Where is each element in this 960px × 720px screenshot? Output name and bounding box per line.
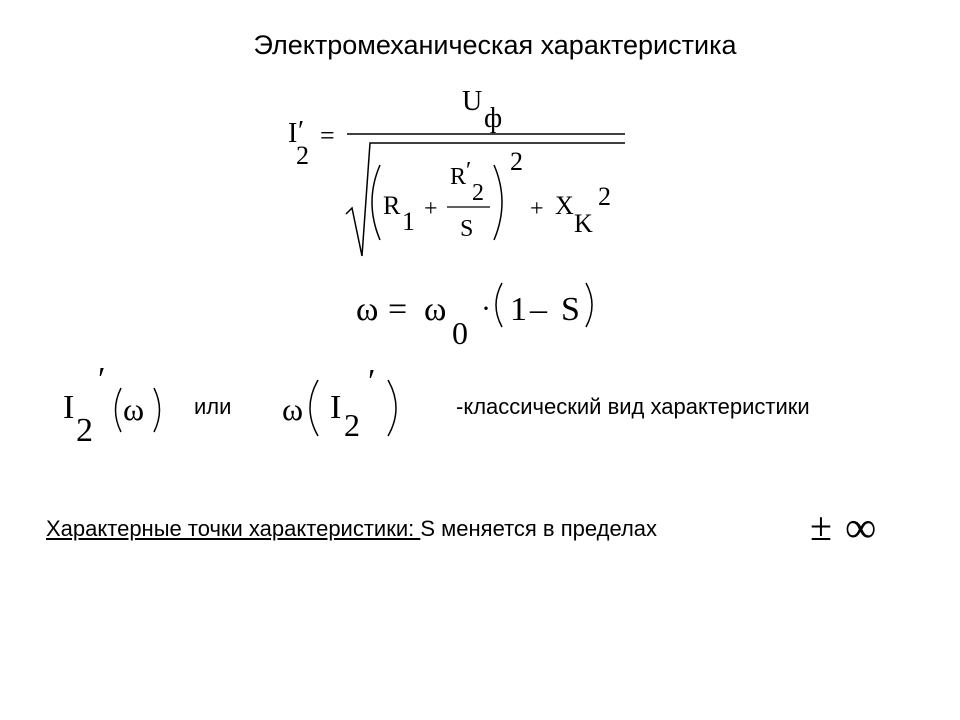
or-text: или bbox=[194, 394, 232, 419]
left-paren bbox=[372, 165, 380, 240]
i2b-prime: ′ bbox=[368, 370, 376, 400]
speed-left-paren bbox=[496, 283, 502, 327]
characteristic-points-text bbox=[46, 516, 657, 542]
xk-symbol: X bbox=[555, 191, 574, 220]
plus-sign-2: + bbox=[530, 196, 544, 222]
omega-function: ω bbox=[282, 391, 304, 427]
i2-prime: ′ bbox=[98, 365, 106, 398]
equals-sign: = bbox=[320, 121, 335, 150]
i2-right-paren bbox=[154, 388, 160, 432]
slide-title: Электромеханическая характеристика bbox=[253, 30, 737, 60]
lhs-symbol: I bbox=[288, 118, 298, 149]
r2-prime: ′ bbox=[466, 158, 472, 184]
xk-sub: K bbox=[574, 209, 593, 238]
lhs-prime: ′ bbox=[298, 116, 305, 147]
omega-right-paren bbox=[388, 380, 396, 436]
range-symbol bbox=[800, 500, 900, 550]
plus-sign: + bbox=[424, 196, 438, 222]
infinity-sign: ∞ bbox=[845, 503, 877, 550]
lhs-sub: 2 bbox=[296, 141, 309, 170]
numerator-sub: ф bbox=[484, 103, 503, 134]
i2-of-omega bbox=[55, 365, 175, 450]
equals-sign-speed: = bbox=[388, 291, 408, 328]
right-paren bbox=[494, 165, 502, 240]
one-digit: 1 bbox=[510, 291, 527, 328]
i2-symbol: I bbox=[63, 389, 75, 426]
multiply-dot: · bbox=[481, 292, 491, 325]
current-formula bbox=[270, 80, 650, 260]
plusminus-sign: ± bbox=[810, 504, 832, 549]
r1-sub: 1 bbox=[402, 207, 415, 236]
i2b-sub: 2 bbox=[344, 407, 360, 443]
characteristic-points-label: Характерные точки характеристики: bbox=[46, 516, 421, 541]
numerator-symbol: U bbox=[462, 86, 483, 117]
speed-right-paren bbox=[586, 283, 592, 327]
xk-exponent: 2 bbox=[598, 182, 611, 211]
s-speed: S bbox=[561, 291, 580, 328]
minus-sign: – bbox=[530, 291, 547, 328]
omega-left-paren bbox=[310, 380, 318, 436]
r2-symbol: R bbox=[450, 164, 467, 190]
i2-left-paren bbox=[116, 388, 122, 432]
speed-formula bbox=[345, 275, 605, 355]
omega0-symbol: ω bbox=[424, 291, 447, 328]
r1-symbol: R bbox=[383, 191, 401, 220]
range-text: S меняется в пределах bbox=[420, 516, 658, 541]
i2-sub: 2 bbox=[76, 412, 93, 449]
s-denominator: S bbox=[460, 216, 474, 242]
omega-argument: ω bbox=[123, 391, 145, 427]
omega-lhs: ω bbox=[356, 291, 379, 328]
i2b-symbol: I bbox=[330, 389, 342, 426]
omega0-sub: 0 bbox=[452, 315, 468, 351]
r2-sub: 2 bbox=[472, 180, 484, 206]
classic-view-text: -классический вид характеристики bbox=[456, 394, 810, 419]
omega-of-i2 bbox=[275, 370, 405, 450]
paren-exponent: 2 bbox=[510, 147, 523, 176]
